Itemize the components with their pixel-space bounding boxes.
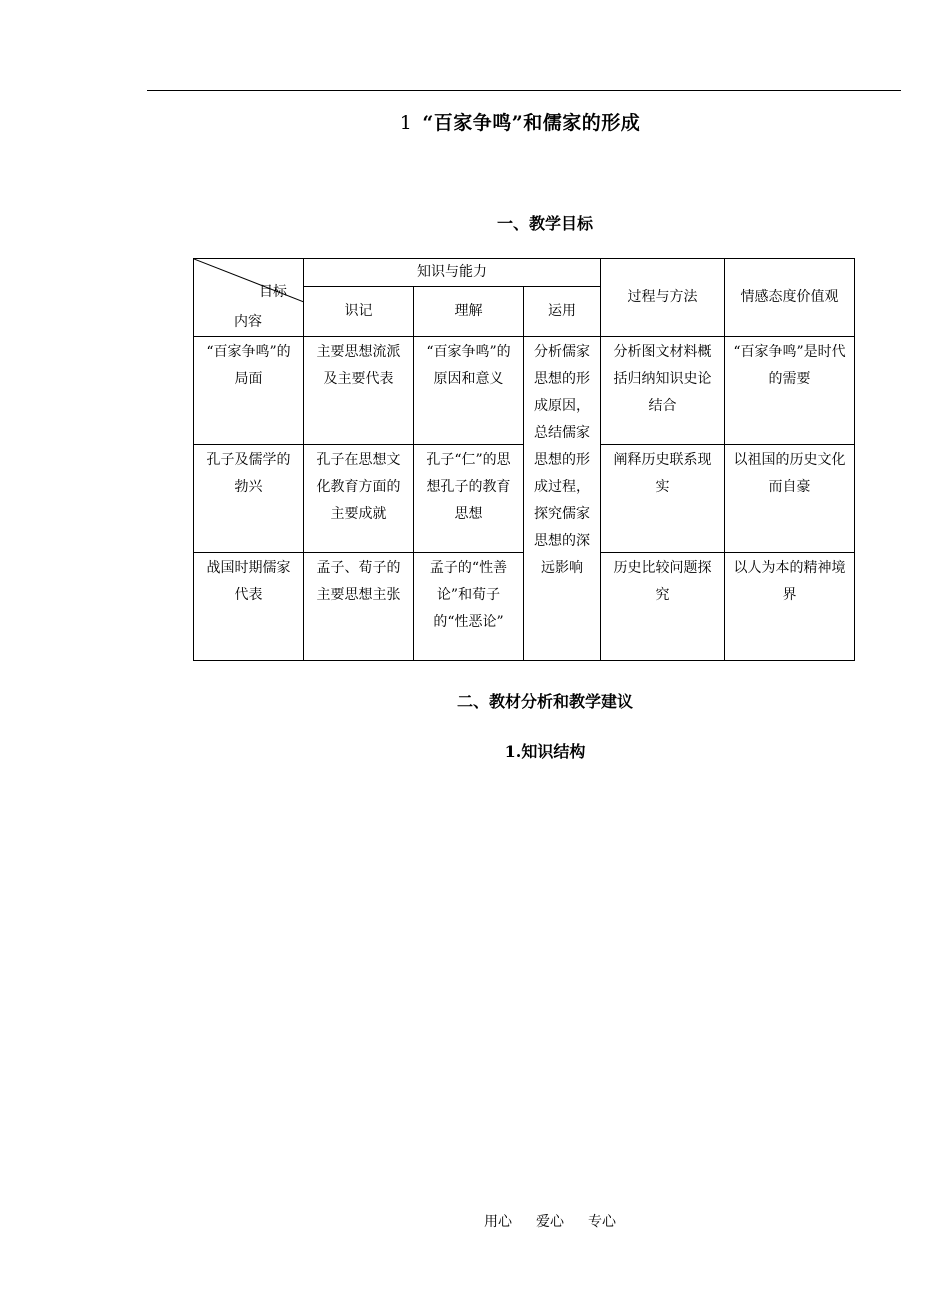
corner-label-target: 目标 xyxy=(259,284,287,300)
section-heading-analysis: 二、教材分析和教学建议 xyxy=(456,692,633,711)
row-attitude-cell: “百家争鸣”是时代的需要 xyxy=(725,337,855,445)
row-process-cell: 分析图文材料概括归纳知识史论结合 xyxy=(601,337,725,445)
corner-header-cell xyxy=(194,259,304,337)
page-footer xyxy=(0,1211,950,1231)
page-title xyxy=(0,108,950,135)
row-content-cell: “百家争鸣”的局面 xyxy=(194,337,304,445)
footer-item: 用心 xyxy=(484,1214,512,1230)
row-recall-cell: 孟子、荀子的主要思想主张 xyxy=(304,553,414,661)
row-understand-cell: 孟子的“性善论”和荀子的“性恶论” xyxy=(414,553,524,661)
section-heading-goals: 一、教学目标 xyxy=(496,214,593,233)
row-content-cell: 战国时期儒家代表 xyxy=(194,553,304,661)
row-content-cell: 孔子及儒学的勃兴 xyxy=(194,445,304,553)
header-process: 过程与方法 xyxy=(601,259,725,337)
footer-item: 爱心 xyxy=(536,1214,564,1230)
footer-item: 专心 xyxy=(588,1214,616,1230)
row-process-cell: 阐释历史联系现实 xyxy=(601,445,725,553)
table-header-row xyxy=(194,259,855,287)
title-text: “百家争鸣”和儒家的形成 xyxy=(422,112,641,134)
row-attitude-cell: 以人为本的精神境界 xyxy=(725,553,855,661)
row-understand-cell: “百家争鸣”的原因和意义 xyxy=(414,337,524,445)
row-process-cell: 历史比较问题探究 xyxy=(601,553,725,661)
row-recall-cell: 主要思想流派及主要代表 xyxy=(304,337,414,445)
corner-label-content: 内容 xyxy=(234,314,262,330)
header-apply: 运用 xyxy=(524,287,601,337)
row-recall-cell: 孔子在思想文化教育方面的主要成就 xyxy=(304,445,414,553)
row-attitude-cell: 以祖国的历史文化而自豪 xyxy=(725,445,855,553)
table-row xyxy=(194,337,855,445)
row-understand-cell: 孔子“仁”的思想孔子的教育思想 xyxy=(414,445,524,553)
group-header-knowledge: 知识与能力 xyxy=(304,259,601,287)
section-heading-knowledge-structure: 1.知识结构 xyxy=(504,742,586,761)
header-recall: 识记 xyxy=(304,287,414,337)
header-attitude: 情感态度价值观 xyxy=(725,259,855,337)
header-understand: 理解 xyxy=(414,287,524,337)
title-number: 1 xyxy=(399,112,413,134)
apply-merged-cell: 分析儒家思想的形成原因，总结儒家思想的形成过程，探究儒家思想的深远影响 xyxy=(524,337,601,661)
header-rule xyxy=(147,90,901,91)
goals-table xyxy=(193,258,855,661)
